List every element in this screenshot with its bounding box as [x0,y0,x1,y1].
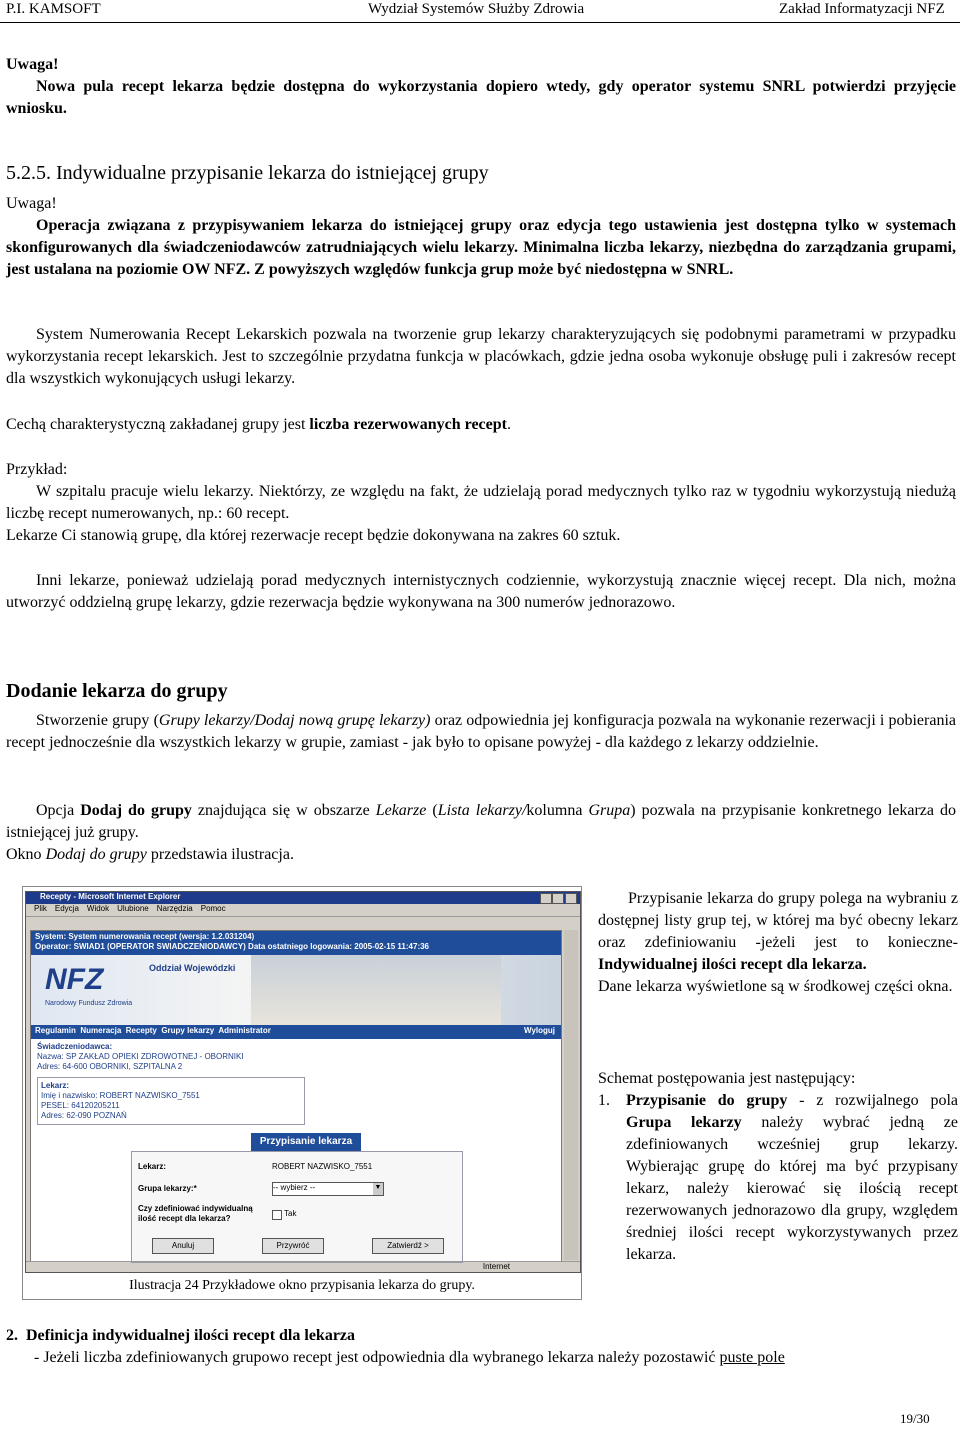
doctor-label: Lekarz: [41,1081,70,1090]
text: - z rozwijalnego pola [787,1092,958,1109]
restore-button[interactable]: Przywróć [262,1238,324,1254]
header-unit: Zakład Informatyzacji NFZ [779,1,945,17]
figure-screenshot [22,886,582,1300]
bold-text: Dodaj do grupy [80,802,192,819]
branch-name: Oddział Wojewódzki [149,963,236,973]
procedure-intro: Schemat postępowania jest następujący: [598,1070,856,1087]
provider-address: Adres: 64-600 OBORNIKI, SZPITALNA 2 [37,1062,183,1071]
status-bar [26,1261,580,1272]
right-column-description [598,888,958,998]
italic-text: Grupy lekarzy/Dodaj nową grupę lekarzy) [158,712,431,729]
text: znajdująca się w obszarze [191,802,376,819]
page-number: 19/30 [900,1411,930,1426]
header-company: P.I. KAMSOFT [6,1,101,17]
italic-text: Dodaj do grupy [45,846,147,863]
text: Okno [6,846,46,863]
minimize-icon [540,893,552,904]
menu-item: Narzędzia [156,904,193,913]
provider-name: Nazwa: SP ZAKŁAD OPIEKI ZDROWOTNEJ - OBORNIKI [37,1052,244,1061]
example-line3: Inni lekarze, ponieważ udzielają porad medycznych internistycznych codziennie, wykorzystują znacznie więcej recept. Dla nich, można utworzyć oddzielną grupę lekarzy, gdzie rezerwacja będzie wykonywana na 300 numerów jednorazowo. [6,572,956,611]
menu-item: Plik [34,904,47,913]
note2 [6,193,956,281]
system-info-bar [31,931,561,955]
example-line2: Lekarze Ci stanowią grupę, dla której rezerwacje recept będzie dokonywana na zakres 60 sztuk. [6,527,621,544]
step-number: 1. [598,1092,610,1109]
nav-item[interactable]: Regulamin [35,1026,76,1035]
browser-toolbar [26,916,580,929]
group-select-value: -- wybierz -- [273,1183,316,1192]
doctor-address: Adres: 62-090 POZNAŃ [41,1111,127,1120]
bold-text: Grupa lekarzy [626,1114,742,1131]
submit-button[interactable]: Zatwierdź > [372,1238,444,1254]
text: oraz odpowiednia jej konfiguracja pozwala na wykonanie rezerwacji i pobierania recept jednocześnie dla wszystkich lekarzy w grupie, zamiast - jak było to opisane powyżej - dla każdego z lekarzy oddzielnie. [6,712,957,751]
browser-menu [26,904,580,916]
assign-dialog [131,1151,463,1263]
menu-item: Pomoc [200,904,226,913]
provider-info [31,1039,561,1075]
italic-text: Lista lekarzy/ [437,802,527,819]
section-title: 5.2.5. Indywidualne przypisanie lekarza do istniejącej grupy [6,162,489,184]
text: należy wybrać jedną ze zdefiniowanych wcześniej grup lekarzy. Wybierając grupę do której ma być przypisany lekarz, należy kierować się ilością recept rezerwowanych jednorazowo dla grupy, względem średniej ilości recept wykorzystywanych przez lekarza. [626,1114,958,1263]
web-page [30,930,562,1262]
browser-title-bar [26,892,580,904]
cancel-button[interactable]: Anuluj [152,1238,214,1254]
people-photo [251,955,501,1025]
nav-item[interactable]: Recepty [125,1026,157,1035]
doctor-pesel: PESEL: 64120205211 [41,1101,120,1110]
text: ( [426,802,438,819]
doctor-field-label: Lekarz: [138,1162,167,1171]
para-group-feature [6,414,956,436]
maximize-icon [552,893,564,904]
group-select[interactable] [272,1182,384,1196]
heading-add-doctor: Dodanie lekarza do grupy [6,680,228,702]
step-number: 2. [6,1327,18,1344]
para-add-option [6,800,956,866]
chevron-down-icon: ▼ [373,1183,383,1195]
text: ) pozwala na przypisanie konkretnego lekarza do istniejącej już grupy. [6,802,957,841]
page-header [0,0,960,23]
group-field-label: Grupa lekarzy:* [138,1184,197,1193]
underlined-text: puste pole [719,1349,785,1366]
note1-title: Uwaga! [6,56,59,73]
note1-text: Nowa pula recept lekarza będzie dostępna do wykorzystania dopiero wtedy, gdy operator systemu SNRL potwierdzi przyjęcie wniosku. [6,78,956,117]
system-version: System: System numerowania recept (wersja: 1.2.031204) [35,932,255,941]
para-system: System Numerowania Recept Lekarskich pozwala na tworzenie grup lekarzy charakteryzujących się podobnymi parametrami w przypadku wykorzystania recept lekarskich. Jest to szczególnie przydatna funkcja w placówkach, gdzie jedna osoba wykonuje obsługę puli i zakresów recept dla wszystkich wykonujących usługi lekarzy. [6,326,956,387]
bold-text: Indywidualnej ilości recept dla lekarza. [598,956,867,973]
header-department: Wydział Systemów Służby Zdrowia [368,1,585,17]
example-title: Przykład: [6,461,68,478]
step-2 [6,1325,956,1369]
step-title: Definicja indywidualnej ilości recept dla lekarza [26,1327,356,1344]
text: Dane lekarza wyświetlone są w środkowej części okna. [598,978,953,995]
text: Opcja [36,802,81,819]
provider-label: Świadczeniodawca: [37,1042,113,1051]
individual-quantity-checkbox[interactable] [272,1210,282,1220]
doctor-name: Imię i nazwisko: ROBERT NAZWISKO_7551 [41,1091,200,1100]
bold-text: liczba rezerwowanych recept [309,416,507,433]
note1 [6,54,956,120]
status-zone: Internet [482,1262,510,1271]
note2-text: Operacja związana z przypisywaniem lekarza do istniejącej grupy oraz edycja tego ustawienia jest dostępna tylko w systemach skonfigurowanych dla świadczeniodawców zatrudniających wielu lekarzy. Minimalna liczba lekarzy, niezbędna do zarządzania grupami, jest ustalana na poziomie OW NFZ. Z powyższych względów funkcja grup może być niedostępna w SNRL. [6,217,956,278]
nfz-logo-subtitle: Narodowy Fundusz Zdrowia [45,1000,133,1007]
nav-bar [31,1025,561,1039]
nav-item[interactable]: Administrator [218,1026,271,1035]
italic-text: Lekarze [375,802,427,819]
nfz-logo: NFZ [45,963,104,996]
close-icon [565,893,577,904]
menu-item: Edycja [54,904,79,913]
example-line1: W szpitalu pracuje wielu lekarzy. Niektórzy, ze względu na fakt, że udzielają porad medycznych tylko raz w tygodniu wykorzystują niedużą liczbę recept numerowanych, np.: 60 recept. [6,483,956,522]
menu-item: Widok [86,904,110,913]
text: kolumna [526,802,589,819]
checkbox-label: Tak [284,1209,297,1218]
doctor-info [37,1077,305,1125]
text: Cechą charakterystyczną zakładanej grupy jest [6,416,310,433]
note2-title: Uwaga! [6,195,57,212]
text: przedstawia ilustracja. [146,846,294,863]
figure-caption: Ilustracja 24 Przykładowe okno przypisania lekarza do grupy. [129,1278,475,1293]
text: Stworzenie grupy ( [36,712,159,729]
step-1 [598,1090,958,1266]
operator-info: Operator: SWIAD1 (OPERATOR SWIADCZENIODAWCY) Data ostatniego logowania: 2005-02-15 11:47:36 [35,942,429,951]
logout-link[interactable]: Wyloguj [524,1026,555,1035]
bold-text: Przypisanie do grupy [626,1092,788,1109]
example [6,459,956,547]
text: Przypisanie lekarza do grupy polega na wybraniu z dostępnej listy grup tej, w której ma być obecny lekarz oraz zdefiniowaniu -jeżeli jest to konieczne- [598,890,958,951]
dialog-title: Przypisanie lekarza [251,1133,361,1151]
menu-item: Ulubione [117,904,149,913]
browser-window [25,891,581,1273]
browser-title: Recepty - Microsoft Internet Explorer [40,892,181,901]
text: - Jeżeli liczba zdefiniowanych grupowo recept jest odpowiednia dla wybranego lekarza należy pozostawić [34,1349,720,1366]
nfz-banner [31,955,561,1025]
nav-item[interactable]: Grupy lekarzy [161,1026,215,1035]
individual-quantity-question: Czy zdefiniować indywidualną ilość recept dla lekarza? [138,1204,253,1223]
nav-item[interactable]: Numeracja [80,1026,122,1035]
text: . [506,416,511,433]
italic-text: Grupa [588,802,631,819]
scrollbar[interactable] [564,930,578,1260]
doctor-field-value: ROBERT NAZWISKO_7551 [272,1162,373,1171]
para-create-group [6,710,956,754]
